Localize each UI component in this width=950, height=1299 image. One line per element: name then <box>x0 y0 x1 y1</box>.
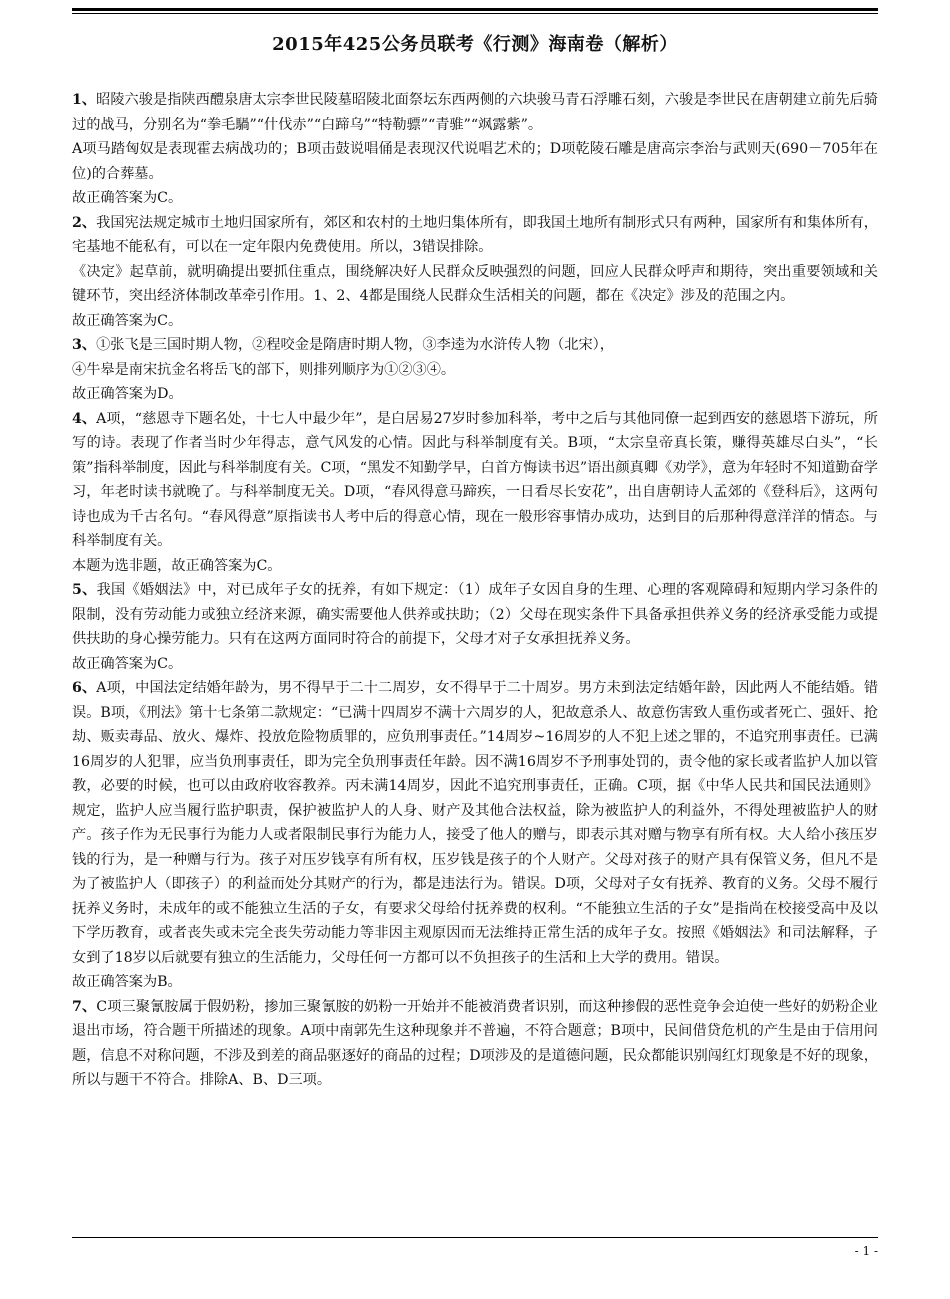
item-5-answer: 故正确答案为C。 <box>72 655 183 672</box>
item-number: 2、 <box>72 214 97 231</box>
header-rule-thick <box>72 8 878 11</box>
item-1-para-2: A项马踏匈奴是表现霍去病战功的；B项击鼓说唱俑是表现汉代说唱艺术的；D项乾陵石雕是唐高宗李治与武则天(690－705年在位)的合葬墓。 <box>72 141 878 182</box>
item-4-answer: 本题为选非题，故正确答案为C。 <box>72 557 282 574</box>
page-number: - 1 - <box>854 1244 878 1258</box>
item-5-para-1: 5、我国《婚姻法》中，对已成年子女的抚养，有如下规定：（1）成年子女因自身的生理、心理的客观障碍和短期内学习条件的限制，没有劳动能力或独立经济来源，确实需要他人供养或扶助；（2）父母在现实条件下具备承担供养义务的经济承受能力或提供扶助的身心操劳能力。只有在这两方面同时符合的前提下，父母才对子女承担抚养义务。 <box>72 582 878 647</box>
item-number: 6、 <box>72 680 97 696</box>
item-number: 7、 <box>72 998 97 1015</box>
item-number: 1、 <box>72 92 97 108</box>
item-number: 3、 <box>72 337 97 353</box>
item-6-answer: 故正确答案为B。 <box>72 974 182 990</box>
item-3-para-1: 3、①张飞是三国时期人物，②程咬金是隋唐时期人物，③李逵为水浒传人物（北宋）， <box>72 337 614 353</box>
footer-rule <box>72 1237 878 1238</box>
item-2-answer: 故正确答案为C。 <box>72 312 183 329</box>
item-2-para-2: 《决定》起草前，就明确提出要抓住重点，围绕解决好人民群众反映强烈的问题，回应人民群众呼声和期待，突出重要领域和关键环节，突出经济体制改革牵引作用。1、2、4都是围绕人民群众生活相关的问题，都在《决定》涉及的范围之内。 <box>72 263 878 304</box>
item-6-para-1: 6、A项，中国法定结婚年龄为，男不得早于二十二周岁，女不得早于二十周岁。男方未到法定结婚年龄，因此两人不能结婚。错误。B项，《刑法》第十七条第二款规定：“已满十四周岁不满十六周岁的人，犯故意杀人、故意伤害致人重伤或者死亡、强奸、抢劫、贩卖毒品、放火、爆炸、投放危险物质罪的，应负刑事责任。”14周岁~16周岁的人不犯上述之罪的，不追究刑事责任。已满16周岁的人犯罪，应当负刑事责任，即为完全负刑事责任年龄。因不满16周岁不予刑事处罚的，责令他的家长或者监护人加以管教，必要的时候，也可以由政府收容教养。丙未满14周岁，因此不追究刑事责任，正确。C项，据《中华人民共和国民法通则》规定，监护人应当履行监护职责，保护被监护人的人身、财产及其他合法权益，除为被监护人的利益外，不得处理被监护人的财产。孩子作为无民事行为能力人或者限制民事行为能力人，接受了他人的赠与，即表示其对赠与物享有所有权。大人给小孩压岁钱的行为，是一种赠与行为。孩子对压岁钱享有所有权，压岁钱是孩子的个人财产。父母对孩子的财产具有保管义务，但凡不是为了被监护人（即孩子）的利益而处分其财产的行为，都是违法行为。错误。D项，父母对子女有抚养、教育的义务。父母不履行抚养义务时，未成年的或不能独立生活的子女，有要求父母给付抚养费的权利。“不能独立生活的子女”是指尚在校接受高中及以下学历教育，或者丧失或未完全丧失劳动能力等非因主观原因而无法维持正常生活的成年子女。按照《婚姻法》和司法解释，子女到了18岁以后就要有独立的生活能力，父母任何一方都可以不负担孩子的生活和上大学的费用。错误。 <box>72 680 879 966</box>
header-rule-thin <box>72 13 878 14</box>
answer-explanations <box>72 88 878 1093</box>
item-2-para-1: 2、我国宪法规定城市土地归国家所有，郊区和农村的土地归集体所有，即我国土地所有制形式只有两种，国家所有和集体所有，宅基地不能私有，可以在一定年限内免费使用。所以，3错误排除。 <box>72 214 878 255</box>
item-1-answer: 故正确答案为C。 <box>72 190 183 206</box>
item-number: 5、 <box>72 582 97 598</box>
item-7-para-1: 7、C项三聚氰胺属于假奶粉，掺加三聚氰胺的奶粉一开始并不能被消费者识别，而这种掺假的恶性竞争会迫使一些好的奶粉企业退出市场，符合题干所描述的现象。A项中南郭先生这种现象并不普遍，不符合题意；B项中，民间借贷危机的产生是由于信用问题，信息不对称问题，不涉及到差的商品驱逐好的商品的过程；D项涉及的是道德问题，民众都能识别闯红灯现象是不好的现象，所以与题干不符合。排除A、B、D三项。 <box>72 998 878 1088</box>
page-title: 2015年425公务员联考《行测》海南卷（解析） <box>272 34 678 55</box>
item-3-para-2: ④牛皋是南宋抗金名将岳飞的部下，则排列顺序为①②③④。 <box>72 361 456 378</box>
item-3-answer: 故正确答案为D。 <box>72 386 183 402</box>
item-4-para-1: 4、A项，“慈恩寺下题名处，十七人中最少年”，是白居易27岁时参加科举，考中之后与其他同僚一起到西安的慈恩塔下游玩，所写的诗。表现了作者当时少年得志，意气风发的心情。因此与科举制度有关。B项，“太宗皇帝真长策，赚得英雄尽白头”，“长策”指科举制度，因此与科举制度有关。C项，“黑发不知勤学早，白首方悔读书迟”语出颜真卿《劝学》，意为年轻时不知道勤奋学习，年老时读书就晚了。与科举制度无关。D项，“春风得意马蹄疾，一日看尽长安花”，出自唐朝诗人孟郊的《登科后》，这两句诗也成为千古名句。“春风得意”原指读书人考中后的得意心情，现在一般形容事情办成功，达到目的后那种得意洋洋的情态。与科举制度有关。 <box>72 410 878 549</box>
item-number: 4、 <box>72 410 97 427</box>
item-1-para-1: 1、昭陵六骏是指陕西醴泉唐太宗李世民陵墓昭陵北面祭坛东西两侧的六块骏马青石浮雕石刻，六骏是李世民在唐朝建立前先后骑过的战马，分别名为“拳毛騧”“什伐赤”“白蹄乌”“特勒骠”“青骓”“飒露紫”。 <box>72 92 878 133</box>
